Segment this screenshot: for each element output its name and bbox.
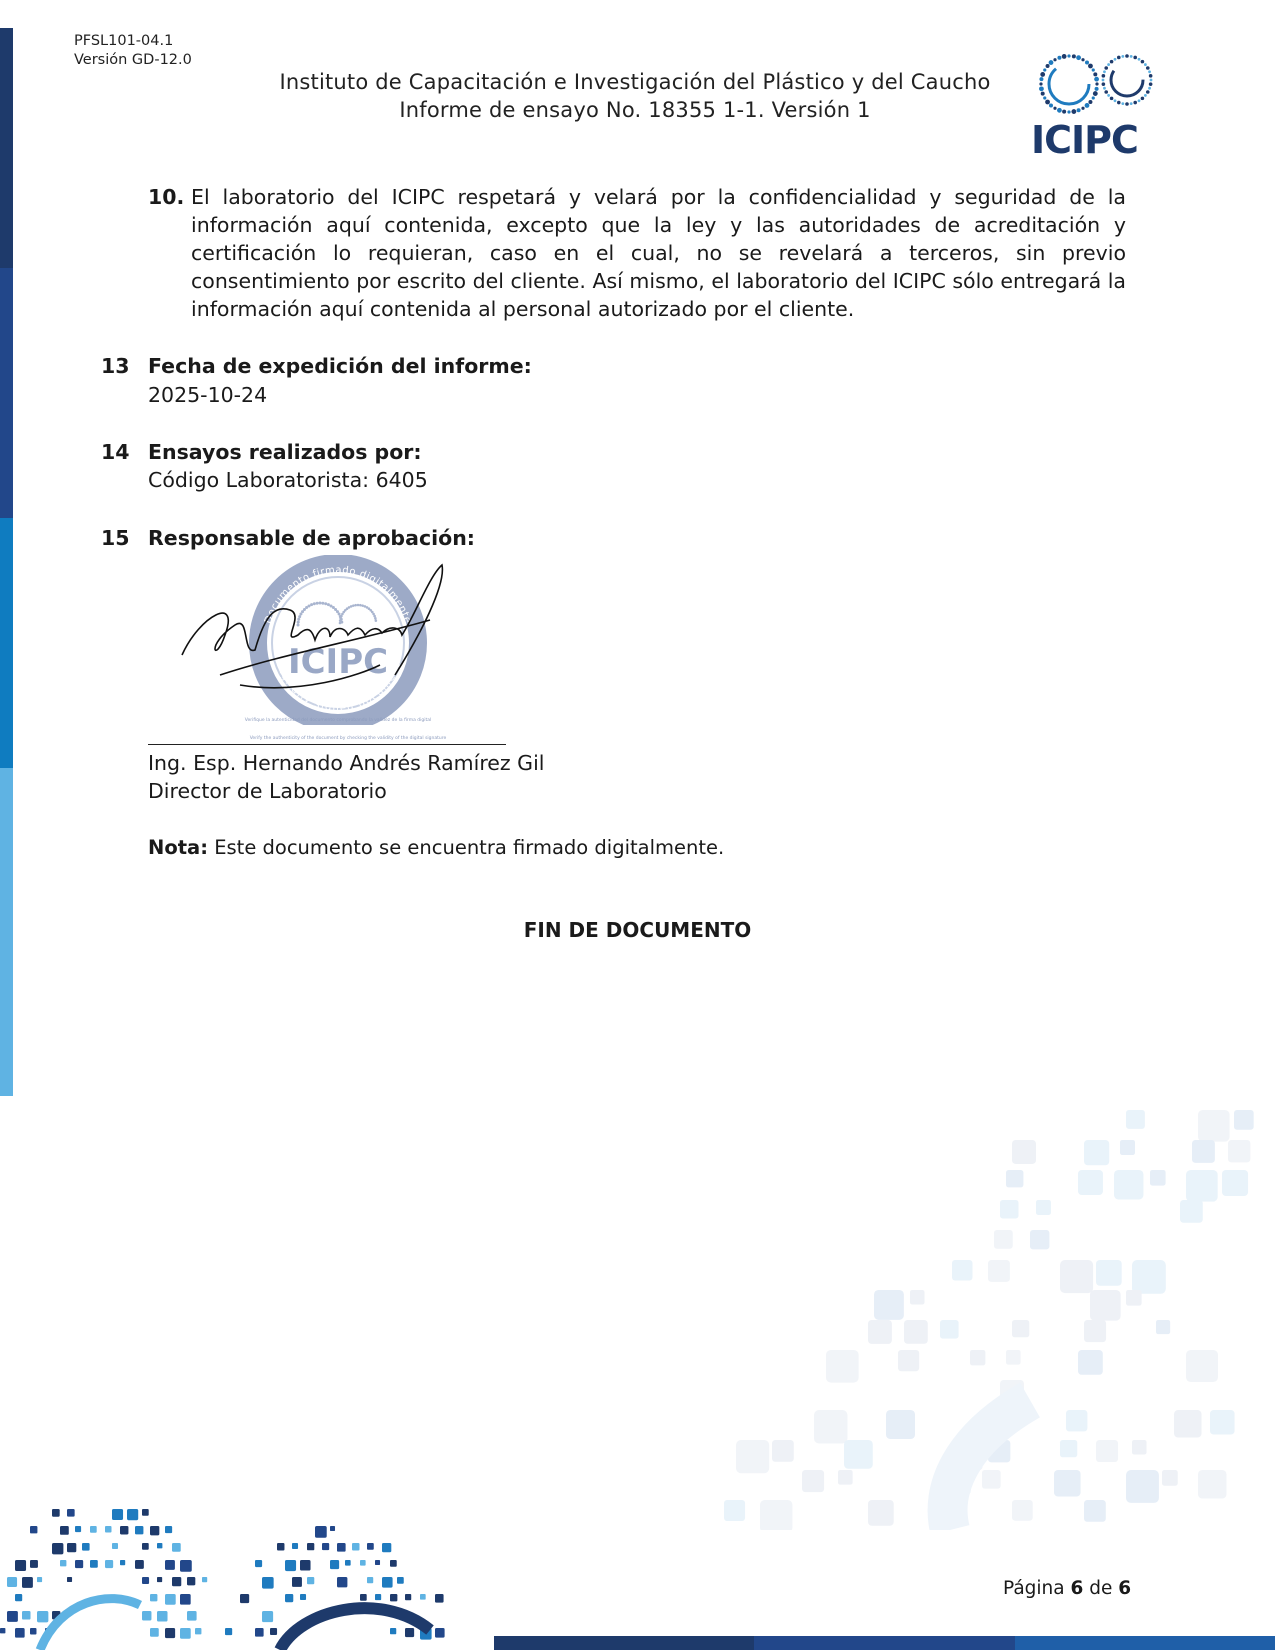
signature-line [148, 744, 506, 745]
section-14-number: 14 [101, 440, 130, 464]
page-current: 6 [1070, 1578, 1084, 1599]
report-title: Informe de ensayo No. 18355 1-1. Versión 1 [399, 98, 871, 122]
seal-top-text: Documento firmado digitalmente [262, 564, 414, 626]
signatory-name: Ing. Esp. Hernando Andrés Ramírez Gil [148, 751, 545, 775]
background-squares-pattern [700, 1110, 1275, 1530]
section-13-title: Fecha de expedición del informe: [148, 354, 532, 378]
lab-technician-code: Código Laboratorista: 6405 [148, 468, 428, 492]
seal-center-text: ICIPC [287, 642, 389, 682]
icipc-logo [1027, 42, 1167, 162]
seal-verify-en-text: Verify the authenticity of the document by checking the validity of the digital signature [249, 736, 447, 741]
clause-number: 10. [148, 185, 185, 209]
logo-text: ICIPC [1031, 118, 1138, 162]
footer-color-bar [494, 1636, 1275, 1650]
bottom-dots-pattern [0, 1490, 480, 1650]
document-version: Versión GD-12.0 [74, 52, 192, 68]
page-number [1003, 1578, 1131, 1599]
seal-bottom-text: Digitally signed document [273, 660, 404, 715]
document-code: PFSL101-04.1 [74, 33, 174, 49]
note-text: Este documento se encuentra firmado digitalmente. [208, 836, 725, 859]
issue-date: 2025-10-24 [148, 383, 268, 407]
note [148, 836, 724, 859]
section-15-number: 15 [101, 526, 130, 550]
digital-signature-seal [180, 555, 480, 725]
end-of-document: FIN DE DOCUMENTO [523, 918, 752, 942]
page-mid: de [1083, 1578, 1119, 1599]
seal-verify-es-text: Verifique la autenticidad del documento comprobando la validez de la firma digital [244, 718, 432, 723]
signatory-role: Director de Laboratorio [148, 779, 387, 803]
section-15-title: Responsable de aprobación: [148, 526, 475, 550]
institute-name: Instituto de Capacitación e Investigación del Plástico y del Caucho [279, 70, 991, 94]
section-14-title: Ensayos realizados por: [148, 440, 422, 464]
logo-dots-icon [1027, 42, 1167, 122]
note-label: Nota: [148, 836, 208, 859]
page-total: 6 [1118, 1578, 1132, 1599]
section-13-number: 13 [101, 354, 130, 378]
clause-text: El laboratorio del ICIPC respetará y velará por la confidencialidad y seguridad de la información aquí contenida, excepto que la ley y las autoridades de acreditación y certificación lo requieran, caso en el cual, no se revelará a terceros, sin previo consentimiento por escrito del cliente. Así mismo, el laboratorio del ICIPC sólo entregará la información aquí contenida al personal autorizado por el cliente. [191, 185, 1126, 321]
page-prefix: Página [1003, 1578, 1071, 1599]
